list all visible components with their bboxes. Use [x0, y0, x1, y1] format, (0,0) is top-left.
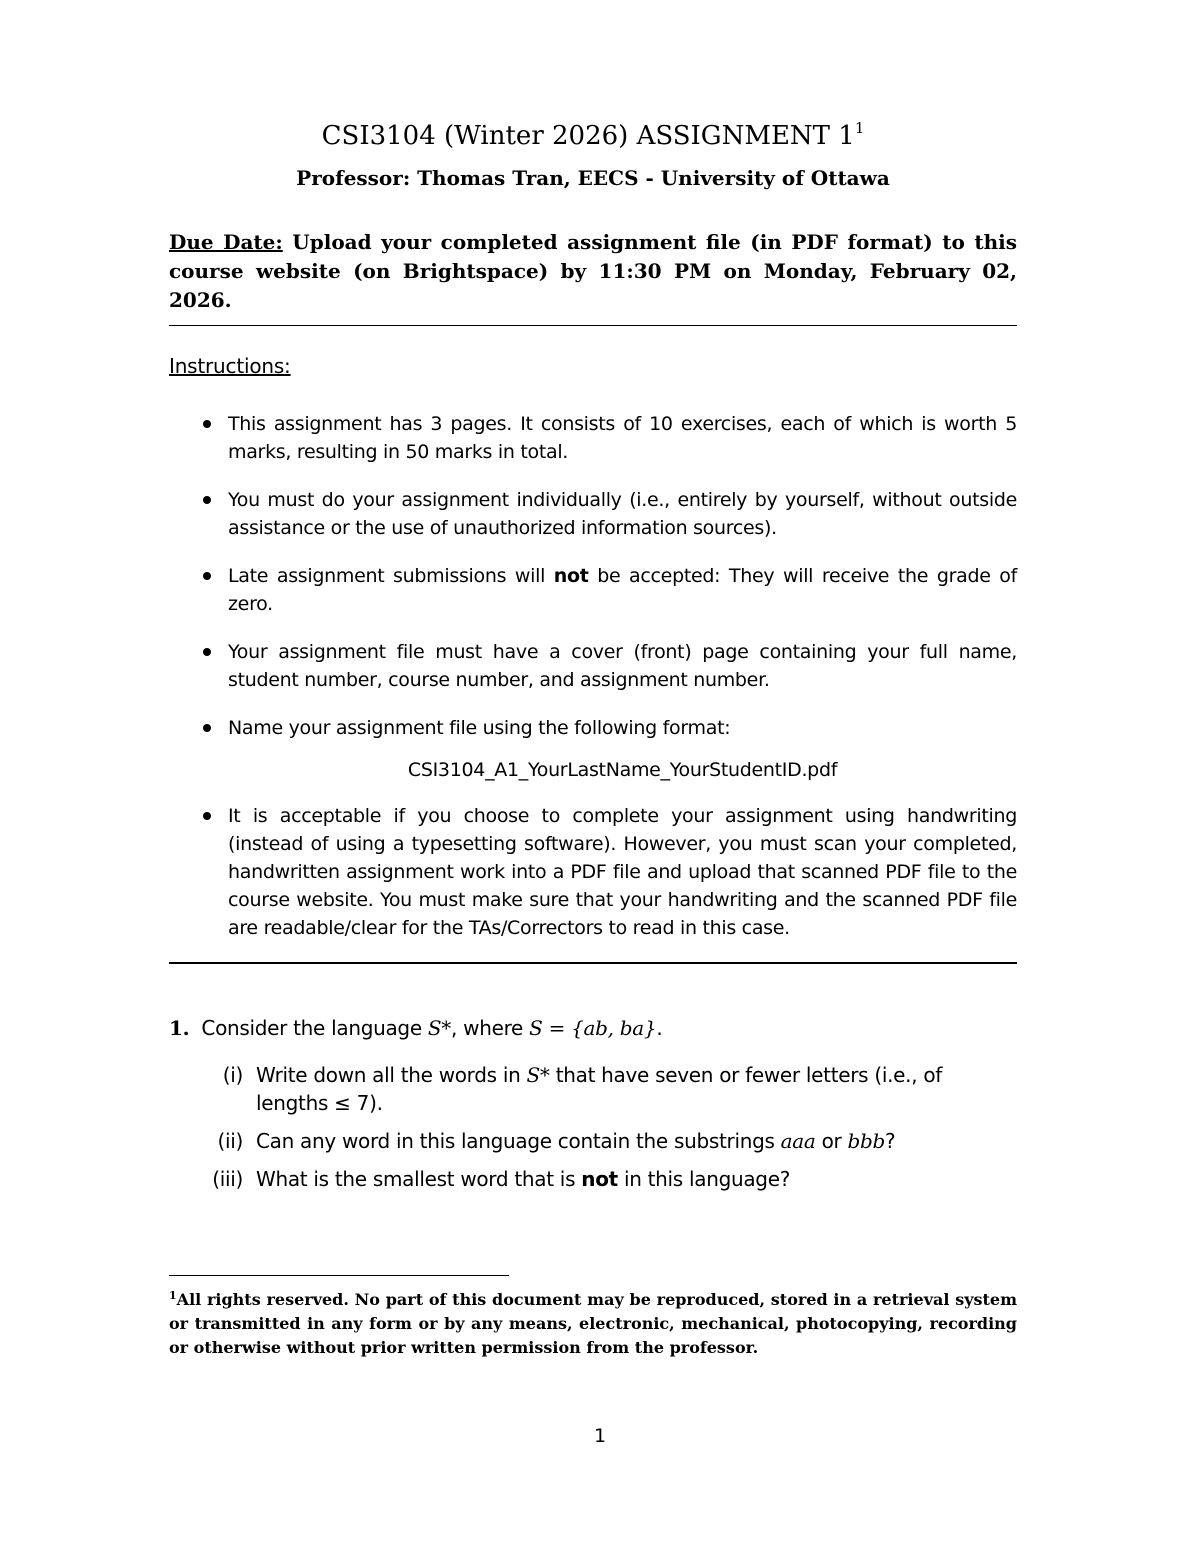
part-text: What is the smallest word that is	[256, 1167, 582, 1191]
math-expression: S*	[427, 1016, 452, 1040]
exercise-1	[169, 1014, 1017, 1042]
part-text: in this language?	[617, 1167, 791, 1191]
due-date-text: Upload your completed assignment file (in PDF format) to this course website (on Brightspace) by 11:30 PM on Monday, February 02, 2026.	[169, 230, 1017, 312]
section-divider	[169, 962, 1017, 964]
part-text: Can any word in this language contain the substrings	[256, 1129, 781, 1153]
assignment-title	[169, 108, 1017, 156]
exercise-text: , where	[451, 1016, 530, 1040]
exercise-number: 1.	[169, 1016, 190, 1040]
page-number: 1	[593, 1425, 607, 1447]
part-text: Write down all the words in	[256, 1063, 527, 1087]
math-expression: aaa	[780, 1129, 816, 1153]
footnote-divider	[169, 1275, 509, 1276]
list-item-text: Your assignment file must have a cover (front) page containing your full name, student number, course number, and assignment number.	[228, 641, 1017, 691]
list-item	[169, 802, 1017, 942]
part-label: (ii)	[217, 1129, 243, 1153]
bullet-icon	[203, 572, 211, 580]
list-item-text: be accepted: They will receive the grade of zero.	[228, 565, 1018, 615]
part-text: ?	[885, 1129, 896, 1153]
part-text: that have seven or fewer letters (i.e., of lengths ≤ 7).	[256, 1063, 943, 1115]
exercise-text: .	[656, 1016, 663, 1040]
professor-line: Professor: Thomas Tran, EECS - University of Ottawa	[296, 166, 890, 190]
exercise-part	[169, 1127, 1017, 1155]
instructions-list	[169, 410, 1017, 942]
exercise-text: Consider the language	[201, 1016, 428, 1040]
footnote	[169, 1284, 1017, 1360]
document-page	[169, 108, 1017, 1193]
list-item-text: Name your assignment file using the following format:	[228, 717, 731, 739]
part-label: (i)	[222, 1063, 243, 1087]
list-item-text: Late assignment submissions will	[228, 565, 554, 587]
bullet-icon	[203, 496, 211, 504]
filename-format: CSI3104_A1_YourLastName_YourStudentID.pdf	[407, 759, 838, 781]
exercise-part	[169, 1061, 1017, 1117]
math-expression: S = {ab, ba}	[529, 1016, 657, 1040]
title-footnote-mark: 1	[854, 119, 865, 137]
bullet-icon	[203, 812, 211, 820]
footnote-text: All rights reserved. No part of this document may be reproduced, stored in a retrieval system or transmitted in any form or by any means, electronic, mechanical, photocopying, recording or otherwise without prior written permission from the professor.	[169, 1290, 1017, 1357]
bullet-icon	[203, 724, 211, 732]
math-expression: bbb	[847, 1129, 886, 1153]
list-item	[169, 410, 1017, 466]
title-text: CSI3104 (Winter 2026) ASSIGNMENT 1	[321, 121, 855, 151]
due-date-paragraph	[169, 228, 1017, 315]
due-date-label: Due Date:	[169, 230, 283, 254]
part-label: (iii)	[212, 1167, 243, 1191]
list-item	[169, 714, 1017, 784]
divider	[169, 325, 1017, 326]
list-item	[169, 638, 1017, 694]
exercise-part	[169, 1165, 1017, 1193]
math-expression: S*	[526, 1063, 550, 1087]
bullet-icon	[203, 420, 211, 428]
list-item	[169, 562, 1017, 618]
list-item-text: This assignment has 3 pages. It consists of 10 exercises, each of which is worth 5 marks, resulting in 50 marks in total.	[228, 413, 1017, 463]
list-item-text: It is acceptable if you choose to complete your assignment using handwriting (instead of using a typesetting software). However, you must scan your completed, handwritten assignment work into a PDF file and upload that scanned PDF file to the course website. You must make sure that your handwriting and the scanned PDF file are readable/clear for the TAs/Correctors to read in this case.	[228, 805, 1017, 939]
emphasis-text: not	[553, 565, 589, 587]
footnote-mark: 1	[169, 1289, 177, 1302]
part-text: or	[815, 1129, 848, 1153]
instructions-label: Instructions:	[169, 354, 291, 378]
list-item-text: You must do your assignment individually (i.e., entirely by yourself, without outside assistance or the use of unauthorized information sources).	[228, 489, 1017, 539]
list-item	[169, 486, 1017, 542]
bullet-icon	[203, 648, 211, 656]
emphasis-text: not	[581, 1167, 618, 1191]
